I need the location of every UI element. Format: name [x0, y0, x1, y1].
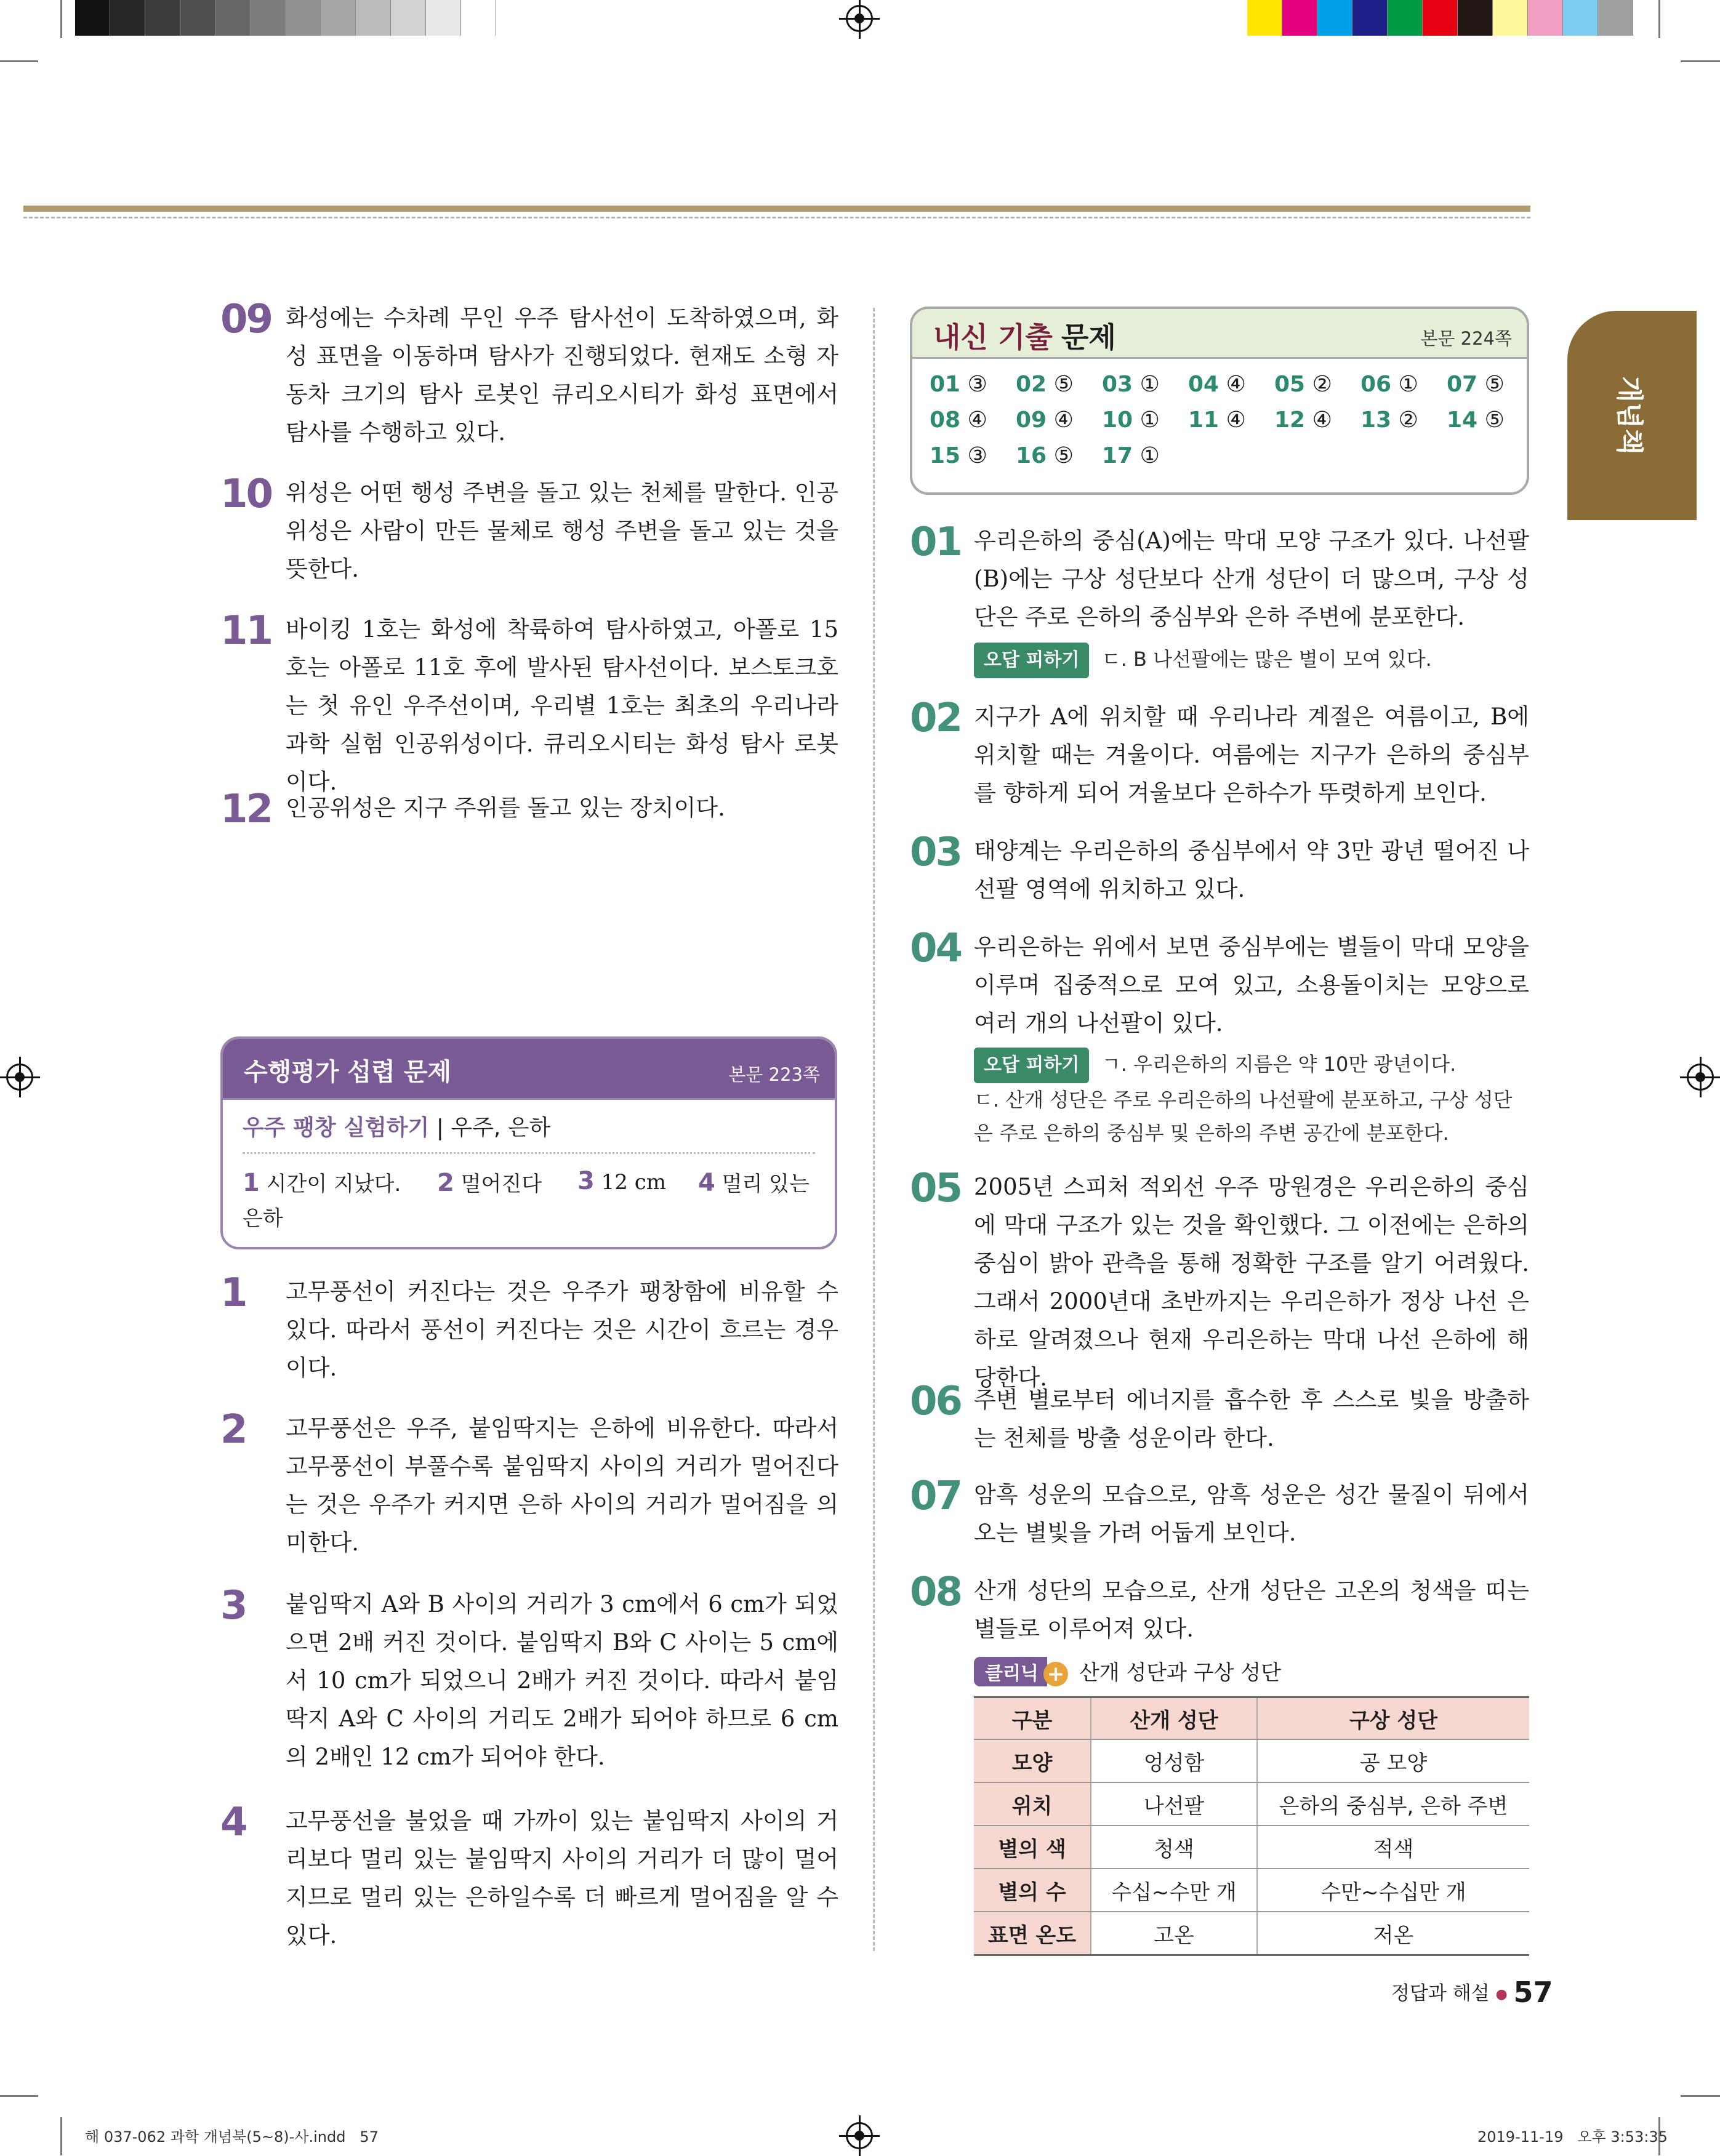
item-text: 우리은하는 위에서 보면 중심부에는 별들이 막대 모양을 이루며 집중적으로 모여 있고, 소용돌이치는 모양으로 여러 개의 나선팔이 있다.	[974, 934, 1529, 1036]
row-header: 별의 색	[974, 1825, 1091, 1869]
table-cell: 공 모양	[1257, 1739, 1529, 1782]
crop-mark	[1658, 0, 1660, 38]
grayscale-color-bar	[75, 0, 496, 36]
table-row	[974, 1782, 1529, 1825]
item-number: 04	[910, 926, 962, 971]
answer-2: 2 멀어진다	[437, 1169, 542, 1197]
activity-line	[243, 1110, 550, 1142]
item-text: 지구가 A에 위치할 때 우리나라 계절은 여름이고, B에 위치할 때는 겨울이다. 여름에는 지구가 은하의 중심부를 향하게 되어 겨울보다 은하수가 뚜렷하게 보인다.	[974, 703, 1529, 806]
answer-key-item: 06 ①	[1360, 372, 1418, 397]
row-header: 위치	[974, 1782, 1091, 1825]
item-text: 2005년 스피처 적외선 우주 망원경은 우리은하의 중심에 막대 구조가 있는 것을 확인했다. 그 이전에는 은하의 중심이 밝아 관측을 통해 정확한 구조를 알기 어려웠다. 그래서 2000년대 초반까지는 우리은하가 정상 나선 은하로 알려졌으나 현재 우리은하는 막대 나선 은하에 해당한다.	[974, 1174, 1529, 1391]
answer-1: 1 시간이 지났다.	[243, 1169, 401, 1197]
table-cell: 저온	[1257, 1912, 1529, 1955]
wrong-answer-note	[974, 1048, 1529, 1150]
clinic-label: 클리닉	[974, 1657, 1047, 1686]
item-number: 10	[220, 471, 272, 517]
cmyk-color-bar	[1247, 0, 1633, 36]
item-number: 2	[220, 1407, 246, 1453]
crop-mark	[0, 2095, 38, 2097]
crop-mark	[0, 60, 38, 62]
answer-key-item: 04 ④	[1188, 372, 1246, 397]
school-exam-answer-box	[910, 307, 1529, 495]
answer-key-item: 02 ⑤	[1016, 372, 1074, 397]
answer-key-item: 08 ④	[930, 407, 987, 433]
color-swatch	[356, 0, 391, 36]
item-number: 4	[220, 1800, 246, 1845]
note-text: ㄷ. 산개 성단은 주로 우리은하의 나선팔에 분포하고, 구상 성단은 주로 은하의 중심부 및 은하의 주변 공간에 분포한다.	[974, 1088, 1513, 1145]
item-number: 05	[910, 1166, 962, 1211]
performance-assessment-box	[220, 1036, 837, 1249]
item-number: 06	[910, 1379, 962, 1424]
color-swatch	[1352, 0, 1388, 36]
wrong-answer-note	[974, 643, 1529, 678]
color-swatch	[1317, 0, 1352, 36]
dotted-divider	[243, 1152, 815, 1154]
crop-mark	[60, 2117, 62, 2155]
item-number: 1	[220, 1270, 246, 1316]
item-number: 12	[220, 787, 272, 832]
item-text: 산개 성단의 모습으로, 산개 성단은 고온의 청색을 띠는 별들로 이루어져 있다.	[974, 1577, 1529, 1642]
answer-4: 4 멀리 있는	[698, 1169, 810, 1197]
row-header: 모양	[974, 1739, 1091, 1782]
table-cell: 엉성함	[1091, 1739, 1257, 1782]
clinic-title: 산개 성단과 구상 성단	[1079, 1661, 1281, 1685]
page-reference: 본문 223쪽	[728, 1064, 820, 1085]
color-swatch	[1563, 0, 1598, 36]
box-title: 수행평가 섭렵 문제	[244, 1058, 451, 1086]
box-title-accent: 내신 기출	[933, 321, 1053, 354]
table-cell: 고온	[1091, 1912, 1257, 1955]
header-dashed-rule	[23, 217, 1530, 218]
item-number: 11	[220, 608, 272, 654]
color-swatch	[1598, 0, 1633, 36]
item-text: 태양계는 우리은하의 중심부에서 약 3만 광년 떨어진 나선팔 영역에 위치하고 있다.	[974, 838, 1529, 902]
answer-key-item: 17 ①	[1102, 443, 1160, 468]
item-number: 09	[220, 297, 272, 342]
registration-mark-icon	[846, 2122, 873, 2149]
footer-bullet-icon: ●	[1495, 1987, 1508, 2002]
item-number: 08	[910, 1569, 962, 1615]
color-swatch	[110, 0, 145, 36]
table-header: 산개 성단	[1091, 1697, 1257, 1740]
item-number: 07	[910, 1473, 962, 1519]
note-tag: 오답 피하기	[974, 643, 1089, 678]
answer-key-item: 11 ④	[1188, 407, 1246, 433]
table-row	[974, 1912, 1529, 1955]
item-number: 01	[910, 519, 962, 565]
print-file-info: 해 037-062 과학 개념북(5~8)-사.indd 57	[85, 2128, 379, 2146]
item-text: 고무풍선이 커진다는 것은 우주가 팽창함에 비유할 수 있다. 따라서 풍선이 커진다는 것은 시간이 흐르는 경우이다.	[286, 1278, 838, 1381]
page-reference: 본문 224쪽	[1420, 328, 1512, 349]
box-header	[223, 1039, 835, 1100]
answer-3: 3 12 cm	[577, 1167, 667, 1195]
note-text: ㄱ. 우리은하의 지름은 약 10만 광년이다.	[1101, 1052, 1457, 1076]
answer-key-item: 01 ③	[930, 372, 987, 397]
color-swatch	[426, 0, 461, 36]
note-tag: 오답 피하기	[974, 1048, 1089, 1083]
answer-key-item: 13 ②	[1360, 407, 1418, 433]
answer-key-item: 12 ④	[1274, 407, 1332, 433]
table-row	[974, 1739, 1529, 1782]
crop-mark	[1681, 60, 1720, 62]
print-date-info: 2019-11-19 오후 3:53:35	[1477, 2128, 1668, 2146]
table-cell: 은하의 중심부, 은하 주변	[1257, 1782, 1529, 1825]
answer-key-item: 09 ④	[1016, 407, 1074, 433]
color-swatch	[180, 0, 215, 36]
color-swatch	[251, 0, 286, 36]
cluster-comparison-table	[974, 1696, 1529, 1956]
answer-4-continued: 은하	[243, 1206, 283, 1231]
note-text: ㄷ. B 나선팔에는 많은 별이 모여 있다.	[1101, 647, 1432, 671]
activity-topic: 우주, 은하	[451, 1115, 551, 1140]
item-text: 위성은 어떤 행성 주변을 돌고 있는 천체를 말한다. 인공위성은 사람이 만든 물체로 행성 주변을 돌고 있는 것을 뜻한다.	[286, 479, 838, 582]
column-divider	[873, 308, 875, 1951]
item-text: 암흑 성운의 모습으로, 암흑 성운은 성간 물질이 뒤에서 오는 별빛을 가려 어둡게 보인다.	[974, 1481, 1529, 1546]
item-text: 화성에는 수차례 무인 우주 탐사선이 도착하였으며, 화성 표면을 이동하며 탐사가 진행되었다. 현재도 소형 자동차 크기의 탐사 로봇인 큐리오시티가 화성 표면에서 탐사를 수행하고 있다.	[286, 305, 838, 446]
color-swatch	[321, 0, 356, 36]
box-title: 문제	[1061, 321, 1116, 354]
color-swatch	[1423, 0, 1458, 36]
color-swatch	[1493, 0, 1528, 36]
row-header: 별의 수	[974, 1869, 1091, 1912]
color-swatch	[461, 0, 496, 36]
color-swatch	[1458, 0, 1493, 36]
item-number: 3	[220, 1583, 246, 1629]
item-number: 02	[910, 695, 962, 741]
crop-mark	[60, 0, 62, 38]
table-row	[974, 1825, 1529, 1869]
clinic-heading	[974, 1656, 1281, 1686]
table-row	[974, 1869, 1529, 1912]
answer-key-item: 14 ⑤	[1447, 407, 1505, 433]
answer-key-item: 07 ⑤	[1447, 372, 1505, 397]
row-header: 표면 온도	[974, 1912, 1091, 1955]
activity-separator: |	[436, 1115, 444, 1140]
item-text: 주변 별로부터 에너지를 흡수한 후 스스로 빛을 방출하는 천체를 방출 성운이라 한다.	[974, 1387, 1529, 1451]
registration-mark-icon	[846, 5, 873, 32]
crop-mark	[1681, 2095, 1720, 2097]
table-cell: 수만~수십만 개	[1257, 1869, 1529, 1912]
color-swatch	[286, 0, 321, 36]
page-footer	[1391, 1976, 1553, 2009]
answer-key-item: 16 ⑤	[1016, 443, 1074, 468]
answer-key-item: 10 ①	[1102, 407, 1160, 433]
registration-mark-icon	[6, 1064, 33, 1091]
activity-label: 우주 팽창 실험하기	[243, 1115, 430, 1140]
color-swatch	[145, 0, 180, 36]
color-swatch	[1388, 0, 1423, 36]
item-text: 고무풍선을 불었을 때 가까이 있는 붙임딱지 사이의 거리보다 멀리 있는 붙임딱지 사이의 거리가 더 많이 멀어지므로 멀리 있는 은하일수록 더 빠르게 멀어짐을 알 수 있다.	[286, 1808, 838, 1949]
section-side-tab	[1567, 311, 1697, 520]
color-swatch	[1282, 0, 1317, 36]
item-text: 인공위성은 지구 주위를 돌고 있는 장치이다.	[286, 795, 725, 821]
answer-key-item: 15 ③	[930, 443, 987, 468]
table-header-row	[974, 1697, 1529, 1740]
item-number: 03	[910, 830, 962, 875]
color-swatch	[1528, 0, 1563, 36]
color-swatch	[215, 0, 251, 36]
table-cell: 나선팔	[1091, 1782, 1257, 1825]
table-cell: 적색	[1257, 1825, 1529, 1869]
color-swatch	[75, 0, 110, 36]
box-header	[912, 309, 1527, 359]
table-cell: 청색	[1091, 1825, 1257, 1869]
item-text: 붙임딱지 A와 B 사이의 거리가 3 cm에서 6 cm가 되었으면 2배 커진 것이다. 붙임딱지 B와 C 사이는 5 cm에서 10 cm가 되었으니 2배가 커진 것이다. 따라서 붙임딱지 A와 C 사이의 거리도 2배가 되어야 하므로 6 cm의 2배인 12 cm가 되어야 한다.	[286, 1591, 838, 1770]
item-text: 고무풍선은 우주, 붙임딱지는 은하에 비유한다. 따라서 고무풍선이 부풀수록 붙임딱지 사이의 거리가 멀어진다는 것은 우주가 커지면 은하 사이의 거리가 멀어짐을 의미한다.	[286, 1415, 838, 1556]
table-header: 구분	[974, 1697, 1091, 1740]
footer-label: 정답과 해설	[1391, 1982, 1490, 2005]
color-swatch	[391, 0, 426, 36]
side-tab-label: 개념책	[1614, 376, 1645, 455]
answer-key-item: 05 ②	[1274, 372, 1332, 397]
color-swatch	[1247, 0, 1282, 36]
table-header: 구상 성단	[1257, 1697, 1529, 1740]
table-cell: 수십~수만 개	[1091, 1869, 1257, 1912]
registration-mark-icon	[1687, 1064, 1714, 1091]
header-rule	[23, 206, 1530, 212]
item-text: 바이킹 1호는 화성에 착륙하여 탐사하였고, 아폴로 15호는 아폴로 11호 후에 발사된 탐사선이다. 보스토크호는 첫 유인 우주선이며, 우리별 1호는 최초의 우리나라 과학 실험 인공위성이다. 큐리오시티는 화성 탐사 로봇이다.	[286, 616, 838, 795]
page-number: 57	[1513, 1976, 1553, 2009]
plus-icon: +	[1043, 1662, 1068, 1686]
answer-key-item: 03 ①	[1102, 372, 1160, 397]
item-text: 우리은하의 중심(A)에는 막대 모양 구조가 있다. 나선팔(B)에는 구상 성단보다 산개 성단이 더 많으며, 구상 성단은 주로 은하의 중심부와 은하 주변에 분포한다.	[974, 527, 1529, 630]
